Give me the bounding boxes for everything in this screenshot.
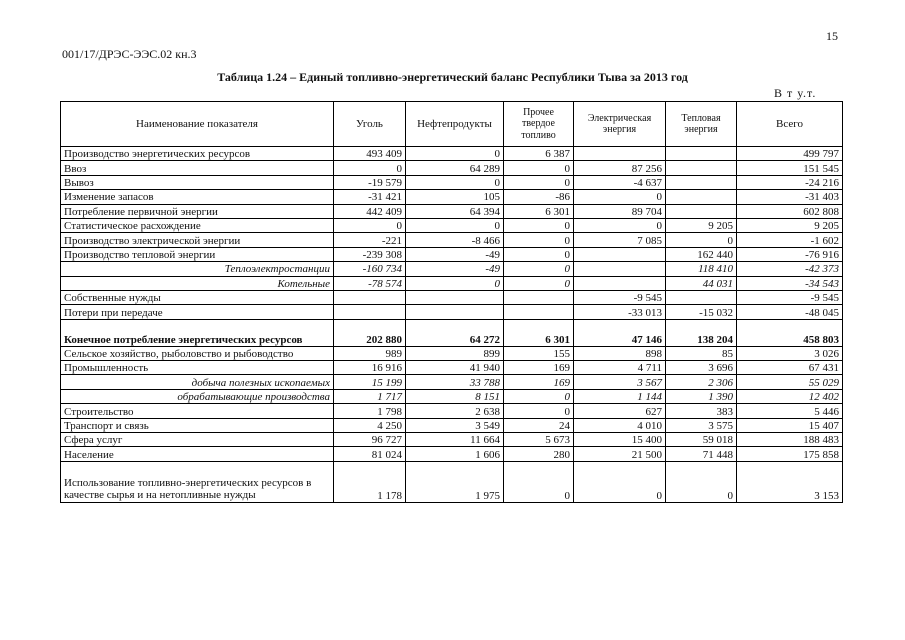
table-cell (666, 147, 737, 161)
table-cell: 89 704 (574, 204, 666, 218)
table-cell: 3 026 (737, 346, 843, 360)
table-cell (666, 161, 737, 175)
table-row (61, 375, 843, 389)
table-cell (574, 247, 666, 261)
table-cell: 105 (406, 190, 504, 204)
table-cell: 0 (574, 461, 666, 502)
table-cell: 85 (666, 346, 737, 360)
table-cell: 1 390 (666, 389, 737, 403)
table-cell: 3 567 (574, 375, 666, 389)
table-cell: 0 (504, 247, 574, 261)
row-label: Вывоз (61, 175, 334, 189)
table-cell: -34 543 (737, 276, 843, 290)
row-label: Строительство (61, 404, 334, 418)
row-label: Производство тепловой энергии (61, 247, 334, 261)
table-cell: -24 216 (737, 175, 843, 189)
table-cell: 1 144 (574, 389, 666, 403)
table-cell: 155 (504, 346, 574, 360)
table-cell (334, 305, 406, 319)
table-cell: 8 151 (406, 389, 504, 403)
table-cell: 602 808 (737, 204, 843, 218)
table-cell: -4 637 (574, 175, 666, 189)
table-cell (574, 276, 666, 290)
table-cell: 2 306 (666, 375, 737, 389)
table-cell: 493 409 (334, 147, 406, 161)
table-cell: 6 387 (504, 147, 574, 161)
row-label: Сельское хозяйство, рыболовство и рыбоводство (61, 346, 334, 360)
table-row (61, 319, 843, 346)
column-header-name: Наименование показателя (61, 102, 334, 147)
table-cell: 11 664 (406, 433, 504, 447)
row-label: Ввоз (61, 161, 334, 175)
table-cell: 138 204 (666, 319, 737, 346)
table-cell: -8 466 (406, 233, 504, 247)
table-row (61, 418, 843, 432)
table-cell: 96 727 (334, 433, 406, 447)
table-cell: -239 308 (334, 247, 406, 261)
table-cell: 44 031 (666, 276, 737, 290)
table-cell: 499 797 (737, 147, 843, 161)
table-cell: 0 (504, 175, 574, 189)
table-cell: 0 (504, 389, 574, 403)
table-cell: 169 (504, 375, 574, 389)
table-cell: 71 448 (666, 447, 737, 461)
table-cell: -9 545 (737, 290, 843, 304)
table-cell: 12 402 (737, 389, 843, 403)
table-cell: 64 272 (406, 319, 504, 346)
table-cell: 1 975 (406, 461, 504, 502)
table-cell: -31 403 (737, 190, 843, 204)
table-cell: 3 153 (737, 461, 843, 502)
table-cell: 1 606 (406, 447, 504, 461)
table-cell: 59 018 (666, 433, 737, 447)
column-header-total: Всего (737, 102, 843, 147)
table-cell: 0 (504, 276, 574, 290)
table-cell: 202 880 (334, 319, 406, 346)
table-cell: 2 638 (406, 404, 504, 418)
table-row (61, 147, 843, 161)
table-cell: 0 (334, 218, 406, 232)
table-cell (504, 305, 574, 319)
table-cell: 21 500 (574, 447, 666, 461)
table-body (61, 147, 843, 503)
table-cell (666, 190, 737, 204)
table-cell: 9 205 (666, 218, 737, 232)
table-cell: 64 394 (406, 204, 504, 218)
table-cell: -76 916 (737, 247, 843, 261)
table-row (61, 290, 843, 304)
row-label: Потери при передаче (61, 305, 334, 319)
table-row (61, 161, 843, 175)
table-cell: 898 (574, 346, 666, 360)
table-cell: 4 250 (334, 418, 406, 432)
table-row (61, 433, 843, 447)
table-cell: -49 (406, 262, 504, 276)
column-header-heat-energy: Тепловая энергия (666, 102, 737, 147)
table-cell: 15 199 (334, 375, 406, 389)
table-cell: 15 400 (574, 433, 666, 447)
row-label: Собственные нужды (61, 290, 334, 304)
table-cell: 15 407 (737, 418, 843, 432)
table-cell: 3 575 (666, 418, 737, 432)
table-row (61, 346, 843, 360)
table-cell: -221 (334, 233, 406, 247)
table-cell: 627 (574, 404, 666, 418)
column-header-electric-energy: Электрическая энергия (574, 102, 666, 147)
table-cell: 0 (504, 233, 574, 247)
row-label: Производство электрической энергии (61, 233, 334, 247)
row-label: Производство энергетических ресурсов (61, 147, 334, 161)
row-label: Население (61, 447, 334, 461)
table-cell: 0 (504, 161, 574, 175)
table-cell: -19 579 (334, 175, 406, 189)
table-cell: -48 045 (737, 305, 843, 319)
table-cell: 151 545 (737, 161, 843, 175)
table-cell (666, 290, 737, 304)
table-cell: 5 446 (737, 404, 843, 418)
document-code: 001/17/ДРЭС-ЭЭС.02 кн.3 (62, 47, 197, 61)
table-cell: -15 032 (666, 305, 737, 319)
table-cell: 4 711 (574, 361, 666, 375)
row-label: Промышленность (61, 361, 334, 375)
table-row (61, 247, 843, 261)
table-cell: -160 734 (334, 262, 406, 276)
table-cell: 9 205 (737, 218, 843, 232)
row-label: Изменение запасов (61, 190, 334, 204)
row-label: Транспорт и связь (61, 418, 334, 432)
table-cell: 458 803 (737, 319, 843, 346)
row-label: Сфера услуг (61, 433, 334, 447)
table-cell: 1 178 (334, 461, 406, 502)
table-row (61, 276, 843, 290)
table-cell: 4 010 (574, 418, 666, 432)
row-label: Конечное потребление энергетических ресурсов (61, 319, 334, 346)
row-label: обрабатывающие производства (61, 389, 334, 403)
table-cell: 47 146 (574, 319, 666, 346)
table-cell: 0 (666, 233, 737, 247)
table-cell: 1 717 (334, 389, 406, 403)
table-row (61, 447, 843, 461)
page-number: 15 (826, 29, 838, 43)
table-cell: 0 (504, 218, 574, 232)
row-label: Статистическое расхождение (61, 218, 334, 232)
table-cell (406, 290, 504, 304)
table-cell: 0 (406, 218, 504, 232)
table-cell: -1 602 (737, 233, 843, 247)
table-row (61, 233, 843, 247)
table-row (61, 218, 843, 232)
table-cell (574, 147, 666, 161)
table-cell: 0 (334, 161, 406, 175)
table-cell: 7 085 (574, 233, 666, 247)
table-row (61, 305, 843, 319)
column-header-other-solid-fuel: Прочее твердое топливо (504, 102, 574, 147)
table-cell: -31 421 (334, 190, 406, 204)
table-cell: 188 483 (737, 433, 843, 447)
row-label: Теплоэлектростанции (61, 262, 334, 276)
table-cell: 64 289 (406, 161, 504, 175)
table-cell (406, 305, 504, 319)
table-cell: 0 (666, 461, 737, 502)
column-header-coal: Уголь (334, 102, 406, 147)
table-cell: 280 (504, 447, 574, 461)
table-cell: 41 940 (406, 361, 504, 375)
table-cell: -78 574 (334, 276, 406, 290)
column-header-petroleum: Нефтепродукты (406, 102, 504, 147)
table-cell: -42 373 (737, 262, 843, 276)
table-cell: 87 256 (574, 161, 666, 175)
table-cell: 0 (406, 175, 504, 189)
table-cell: 175 858 (737, 447, 843, 461)
table-cell: 169 (504, 361, 574, 375)
table-cell: 383 (666, 404, 737, 418)
table-cell (504, 290, 574, 304)
table-cell: -49 (406, 247, 504, 261)
table-cell: 24 (504, 418, 574, 432)
table-cell: 1 798 (334, 404, 406, 418)
table-cell: 162 440 (666, 247, 737, 261)
table-cell: 0 (504, 262, 574, 276)
table-cell: 899 (406, 346, 504, 360)
energy-balance-table (60, 101, 843, 503)
table-cell: -33 013 (574, 305, 666, 319)
table-cell: -9 545 (574, 290, 666, 304)
table-cell: 0 (504, 404, 574, 418)
table-cell: 989 (334, 346, 406, 360)
table-cell (574, 262, 666, 276)
table-row (61, 361, 843, 375)
table-cell: 3 549 (406, 418, 504, 432)
table-row (61, 204, 843, 218)
row-label: Котельные (61, 276, 334, 290)
table-row (61, 190, 843, 204)
table-row (61, 461, 843, 502)
table-row (61, 389, 843, 403)
units-label: В т у.т. (774, 86, 817, 100)
table-cell: 442 409 (334, 204, 406, 218)
table-cell: 6 301 (504, 204, 574, 218)
table-cell: 55 029 (737, 375, 843, 389)
table-cell: 0 (504, 461, 574, 502)
table-cell: 81 024 (334, 447, 406, 461)
table-cell: 6 301 (504, 319, 574, 346)
table-cell: 16 916 (334, 361, 406, 375)
table-cell: 3 696 (666, 361, 737, 375)
header-row (61, 102, 843, 147)
table-cell (666, 204, 737, 218)
table-cell: 0 (574, 218, 666, 232)
table-cell: -86 (504, 190, 574, 204)
table-row (61, 262, 843, 276)
table-row (61, 175, 843, 189)
table-title: Таблица 1.24 – Единый топливно-энергетический баланс Республики Тыва за 2013 год (217, 70, 688, 84)
table-cell (334, 290, 406, 304)
row-label: Использование топливно-энергетических ресурсов в качестве сырья и на нетопливные нужды (61, 461, 334, 502)
table-cell: 5 673 (504, 433, 574, 447)
table-cell: 67 431 (737, 361, 843, 375)
table-cell: 118 410 (666, 262, 737, 276)
table-cell: 0 (406, 276, 504, 290)
table-cell: 0 (406, 147, 504, 161)
row-label: Потребление первичной энергии (61, 204, 334, 218)
table-cell: 0 (574, 190, 666, 204)
table-cell (666, 175, 737, 189)
table-cell: 33 788 (406, 375, 504, 389)
row-label: добыча полезных ископаемых (61, 375, 334, 389)
table-row (61, 404, 843, 418)
